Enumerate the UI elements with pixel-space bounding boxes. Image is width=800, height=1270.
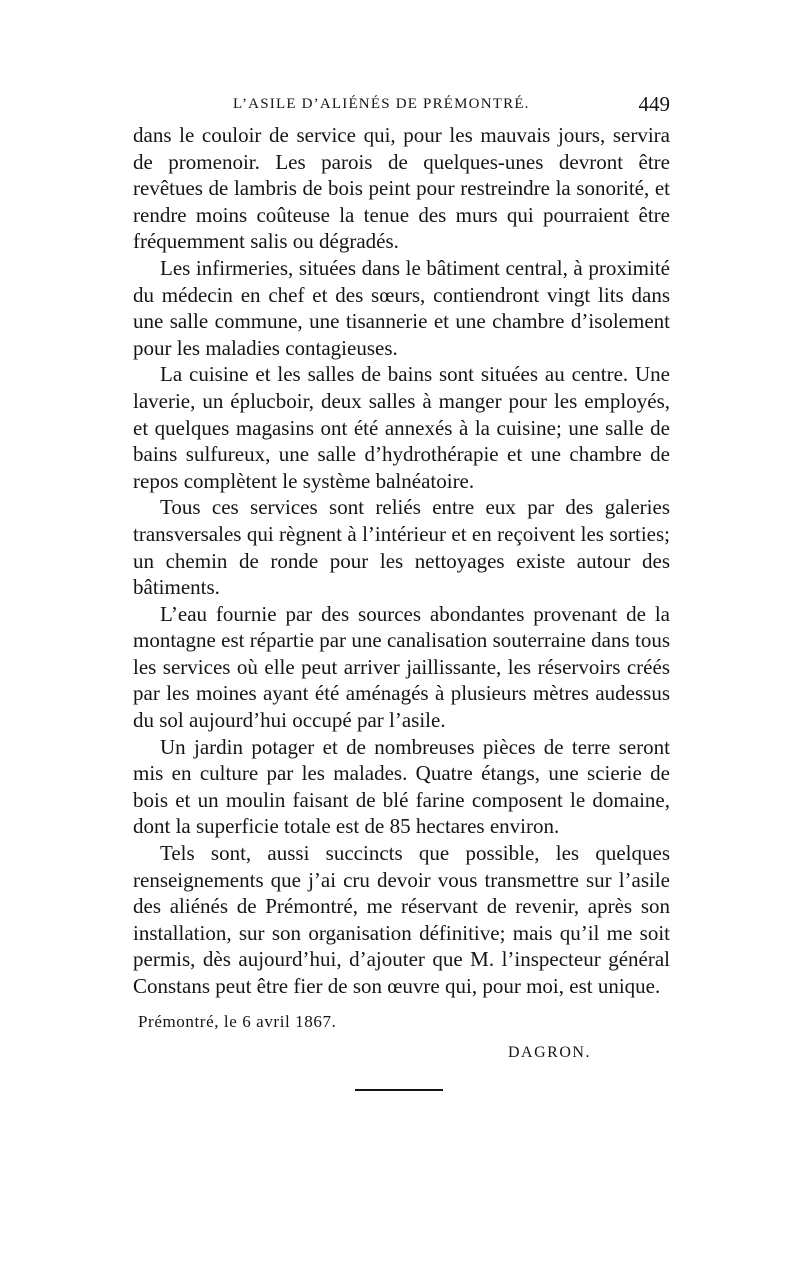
- paragraph-galleries: Tous ces services sont reliés entre eux par des galeries transversales qui règnent à l’intérieur et en reçoivent les sorties; un chemin de ronde pour les nettoyages existe autour des bâtiments.: [133, 495, 670, 600]
- page-number: 449: [638, 92, 670, 116]
- paragraph-water-supply: L’eau fournie par des sources abondantes provenant de la montagne est répartie par une canalisation souterraine dans tous les services où elle peut arriver jaillissante, les réservoirs créés par les moines ayant été aménagés à plusieurs mètres audessus du sol aujourd’hui occupé par l’asile.: [133, 601, 670, 733]
- running-header: [133, 92, 670, 122]
- running-title: L’ASILE D’ALIÉNÉS DE PRÉMONTRÉ.: [233, 96, 530, 112]
- end-rule: [355, 1089, 443, 1091]
- paragraph-conclusion: Tels sont, aussi succincts que possible, les quelques renseignements que j’ai cru devoir vous transmettre sur l’asile des aliénés de Prémontré, me réservant de revenir, après son installation, sur son organisation définitive; mais qu’il me soit permis, dès aujourd’hui, d’ajouter que M. l’inspecteur général Constans peut être fier de son œuvre qui, pour moi, est unique.: [133, 841, 670, 998]
- signature: DAGRON.: [508, 1043, 591, 1061]
- dateline: Prémontré, le 6 avril 1867.: [138, 1011, 337, 1031]
- body-text: [133, 122, 670, 1000]
- book-page: [133, 92, 670, 1091]
- paragraph-infirmaries: Les infirmeries, situées dans le bâtiment central, à proximité du médecin en chef et des sœurs, contiendront vingt lits dans une salle commune, une tisannerie et une chambre d’isolement pour les maladies contagieuses.: [133, 255, 670, 360]
- paragraph-continued: dans le couloir de service qui, pour les mauvais jours, servira de promenoir. Les parois de quelques-unes devront être revêtues de lambris de bois peint pour restreindre la sonorité, et rendre moins coûteuse la tenue des murs qui pourraient être fréquemment salis ou dégradés.: [133, 123, 670, 254]
- paragraph-kitchen-baths: La cuisine et les salles de bains sont situées au centre. Une laverie, un éplucboir, deux salles à manger pour les employés, et quelques magasins ont été annexés à la cuisine; une salle de bains sulfureux, une salle d’hydrothérapie et une chambre de repos complètent le système balnéatoire.: [133, 362, 670, 493]
- paragraph-garden-domain: Un jardin potager et de nombreuses pièces de terre seront mis en culture par les malades. Quatre étangs, une scierie de bois et un moulin faisant de blé farine composent le domaine, dont la superficie totale est de 85 hectares environ.: [133, 734, 670, 839]
